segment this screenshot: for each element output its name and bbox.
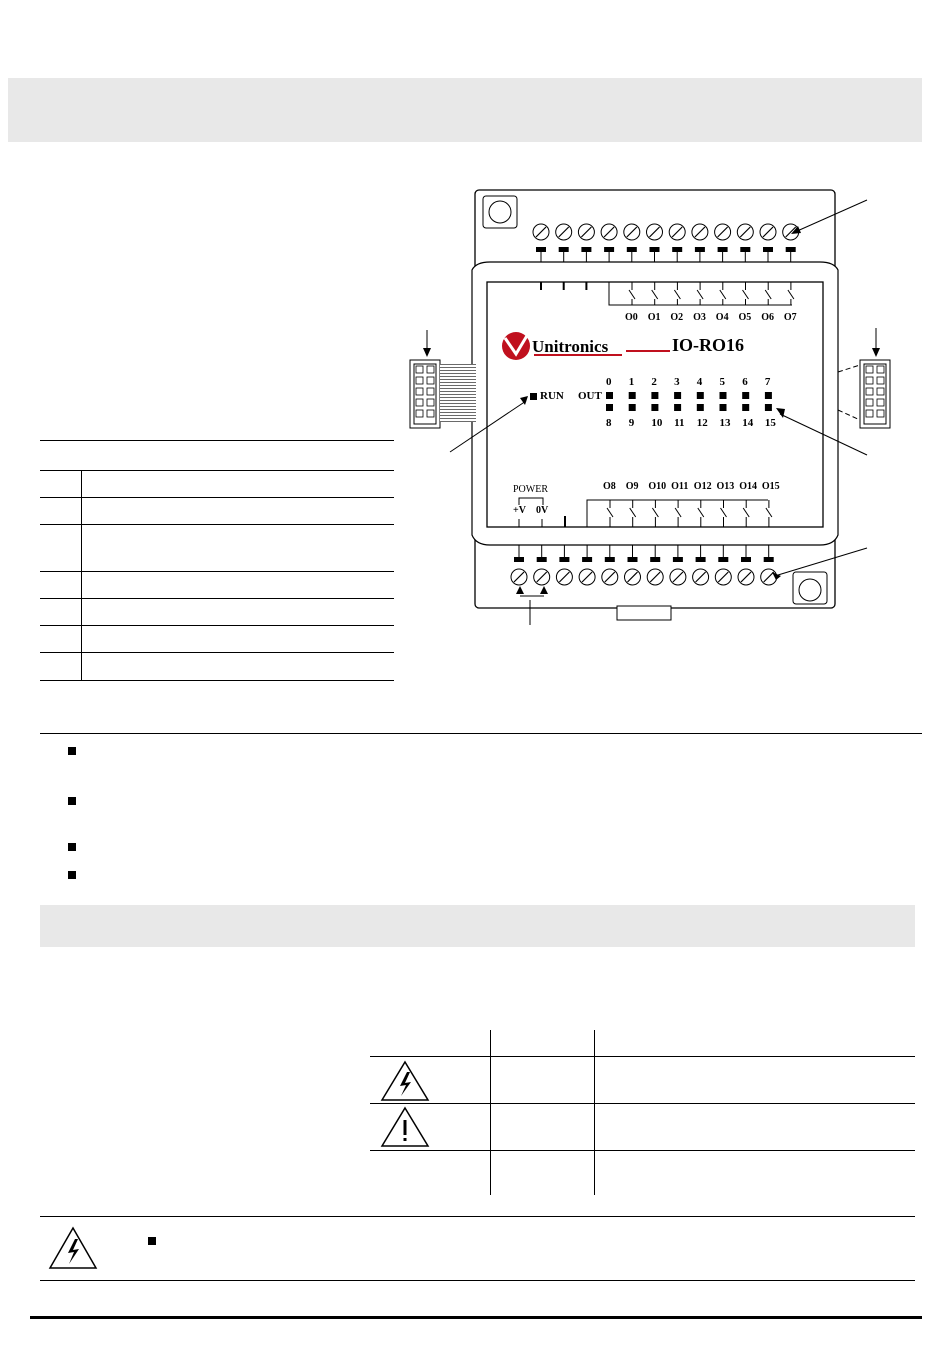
bullet-square-icon: [68, 797, 76, 805]
output-terminal-label: O8: [603, 481, 616, 492]
output-terminal-label: O4: [715, 312, 729, 323]
output-terminal-label: O2: [670, 312, 684, 323]
output-led: [674, 392, 681, 399]
output-terminal-label: O14: [739, 481, 757, 492]
output-terminal-label: O7: [783, 312, 797, 323]
model-label: IO-RO16: [672, 335, 744, 355]
output-led: [651, 404, 658, 411]
output-terminal-label: O13: [716, 481, 735, 492]
out-label: OUT: [578, 390, 602, 402]
output-led: [629, 404, 636, 411]
output-led: [742, 404, 749, 411]
table-rule: [40, 598, 394, 599]
output-terminal-label: O12: [693, 481, 712, 492]
led-number-label: 14: [742, 417, 754, 429]
output-led: [606, 404, 613, 411]
output-terminal-label: O3: [693, 312, 706, 323]
warning-exclamation-icon: [380, 1106, 430, 1148]
led-number-label: 3: [674, 376, 680, 388]
led-number-label: 11: [674, 417, 685, 429]
led-number-label: 5: [719, 376, 725, 388]
warning-lightning-icon: [48, 1226, 98, 1270]
warning-block-rule: [40, 1216, 915, 1217]
output-led: [720, 392, 727, 399]
output-terminal-label: O15: [761, 481, 780, 492]
table-top-rule: [40, 440, 394, 441]
table-rule: [40, 470, 394, 471]
led-number-label: 2: [651, 376, 657, 388]
led-number-label: 8: [606, 417, 612, 429]
run-label: RUN: [540, 390, 564, 402]
footer-rule: [30, 1316, 922, 1319]
svg-text:Unitronics: Unitronics: [532, 337, 609, 356]
output-led: [765, 404, 772, 411]
symbols-col-divider: [594, 1030, 595, 1195]
table-rule: [40, 625, 394, 626]
section-band: [40, 905, 915, 947]
power-plus-label: +V: [513, 505, 526, 516]
symbols-row-rule: [370, 1150, 915, 1151]
output-terminal-label: O11: [671, 481, 689, 492]
warning-block-rule: [40, 1280, 915, 1281]
bullet-square-icon: [148, 1237, 156, 1245]
output-led: [720, 404, 727, 411]
run-led: [530, 393, 537, 400]
led-number-label: 9: [628, 417, 635, 429]
table-bottom-rule: [40, 680, 394, 681]
table-rule: [40, 571, 394, 572]
bullet-square-icon: [68, 871, 76, 879]
output-terminal-label: O1: [647, 312, 661, 323]
led-number-label: 15: [764, 417, 776, 429]
symbols-row-rule: [370, 1056, 915, 1057]
table-column-divider: [81, 470, 82, 680]
led-number-label: 10: [651, 417, 663, 429]
output-led: [742, 392, 749, 399]
table-rule: [40, 524, 394, 525]
symbols-row-rule: [370, 1103, 915, 1104]
table-rule: [40, 652, 394, 653]
output-led: [765, 392, 772, 399]
output-terminal-label: O6: [761, 312, 774, 323]
output-led: [674, 404, 681, 411]
led-number-label: 6: [742, 376, 748, 388]
output-terminal-label: O0: [625, 312, 638, 323]
output-led: [697, 404, 704, 411]
led-number-label: 13: [719, 417, 731, 429]
led-number-label: 12: [696, 417, 708, 429]
led-number-label: 7: [764, 376, 771, 388]
output-terminal-label: O5: [738, 312, 752, 323]
table-rule: [40, 497, 394, 498]
power-label: POWER: [513, 484, 548, 495]
output-terminal-label: O10: [648, 481, 667, 492]
output-led: [697, 392, 704, 399]
power-zero-label: 0V: [536, 505, 549, 516]
bullet-square-icon: [68, 843, 76, 851]
led-number-label: 1: [628, 376, 635, 388]
output-led: [629, 392, 636, 399]
led-number-label: 0: [606, 376, 612, 388]
section-rule: [40, 733, 922, 734]
bullet-square-icon: [68, 747, 76, 755]
right-expansion-connector: [838, 328, 890, 428]
symbols-col-divider: [490, 1030, 491, 1195]
output-terminal-label: O9: [625, 481, 639, 492]
warning-lightning-icon: [380, 1060, 430, 1102]
output-led: [606, 392, 613, 399]
output-led: [651, 392, 658, 399]
left-expansion-connector: [410, 330, 476, 428]
led-number-label: 4: [696, 376, 703, 388]
